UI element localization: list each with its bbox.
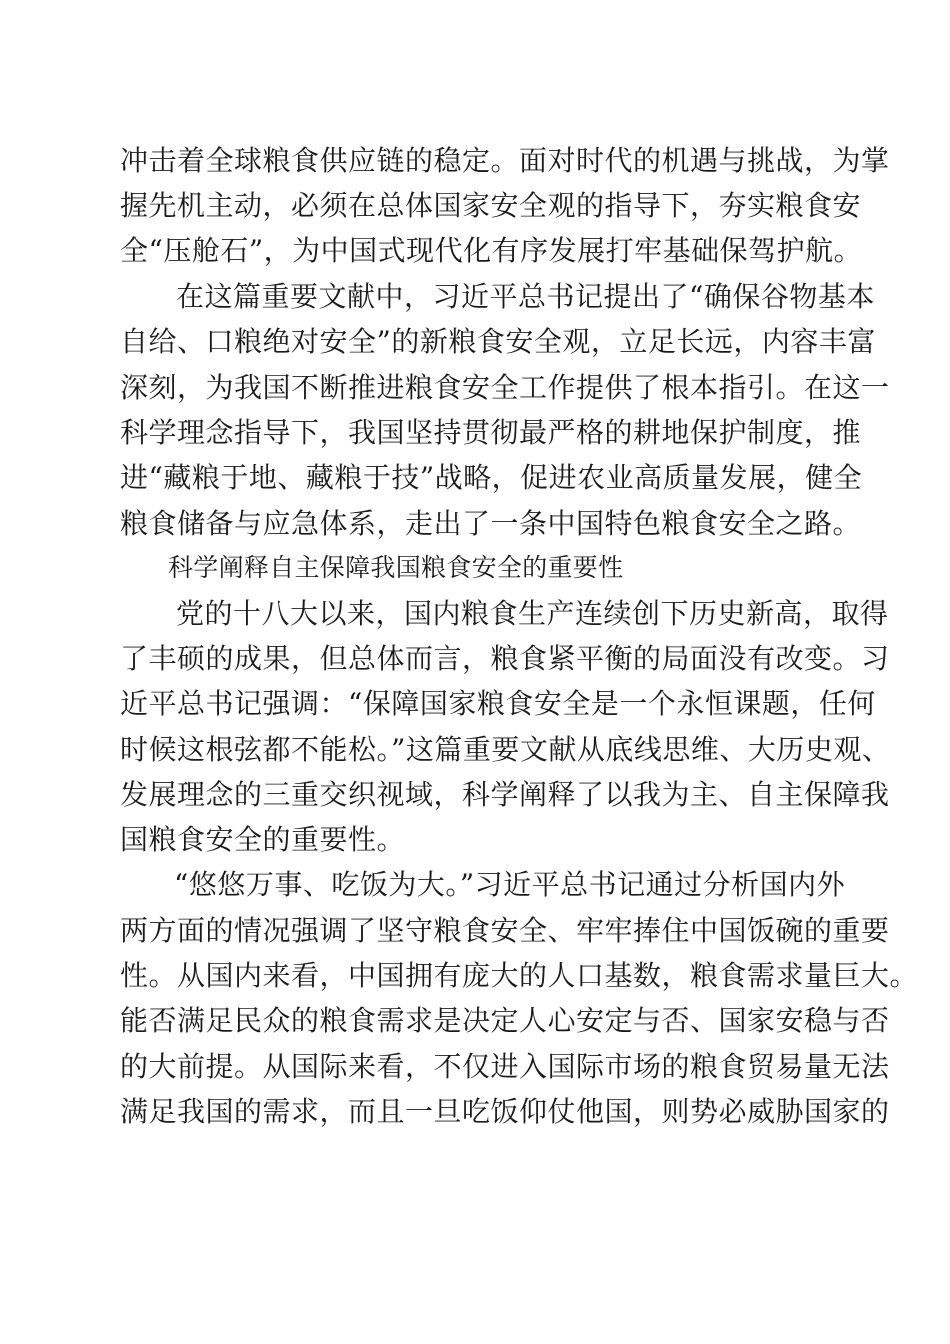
text-line: 满足我国的需求，而且一旦吃饭仰仗他国，则势必威胁国家的 xyxy=(120,1095,890,1128)
text-line: 握先机主动，必须在总体国家安全观的指导下，夯实粮食安 xyxy=(120,189,862,222)
text-line: 时候这根弦都不能松。”这篇重要文献从底线思维、大历史观、 xyxy=(120,733,891,766)
text-line: 全“压舱石”，为中国式现代化有序发展打牢基础保驾护航。 xyxy=(120,234,863,267)
text-line: 了丰硕的成果，但总体而言，粮食紧平衡的局面没有改变。习 xyxy=(120,642,890,675)
text-line: 科学理念指导下，我国坚持贯彻最严格的耕地保护制度，推 xyxy=(120,416,862,449)
text-line: 粮食储备与应急体系，走出了一条中国特色粮食安全之路。 xyxy=(120,507,862,540)
text-line: 进“藏粮于地、藏粮于技”战略，促进农业高质量发展，健全 xyxy=(120,461,863,494)
text-line: 自给、口粮绝对安全”的新粮食安全观，立足长远，内容丰富 xyxy=(120,325,876,358)
text-line: 国粮食安全的重要性。 xyxy=(120,823,406,856)
paragraph-first-line: 党的十八大以来，国内粮食生产连续创下历史新高，取得 xyxy=(176,597,889,630)
text-line: 的大前提。从国际来看，不仅进入国际市场的粮食贸易量无法 xyxy=(120,1050,890,1083)
text-line: 两方面的情况强调了坚守粮食安全、牢牢捧住中国饭碗的重要 xyxy=(120,914,890,947)
text-line: 性。从国内来看，中国拥有庞大的人口基数，粮食需求量巨大。 xyxy=(120,959,919,992)
section-heading: 科学阐释自主保障我国粮食安全的重要性 xyxy=(168,553,624,582)
text-line: 深刻，为我国不断推进粮食安全工作提供了根本指引。在这一 xyxy=(120,371,890,404)
text-line: 发展理念的三重交织视域，科学阐释了以我为主、自主保障我 xyxy=(120,778,890,811)
paragraph-first-line: “悠悠万事、吃饭为大。”习近平总书记通过分析国内外 xyxy=(174,868,846,901)
text-line: 能否满足民众的粮食需求是决定人心安定与否、国家安稳与否 xyxy=(120,1004,890,1037)
text-line: 近平总书记强调：“保障国家粮食安全是一个永恒课题，任何 xyxy=(120,687,876,720)
paragraph-first-line: 在这篇重要文献中，习近平总书记提出了“确保谷物基本 xyxy=(176,280,875,313)
text-line: 冲击着全球粮食供应链的稳定。面对时代的机遇与挑战，为掌 xyxy=(120,144,890,177)
